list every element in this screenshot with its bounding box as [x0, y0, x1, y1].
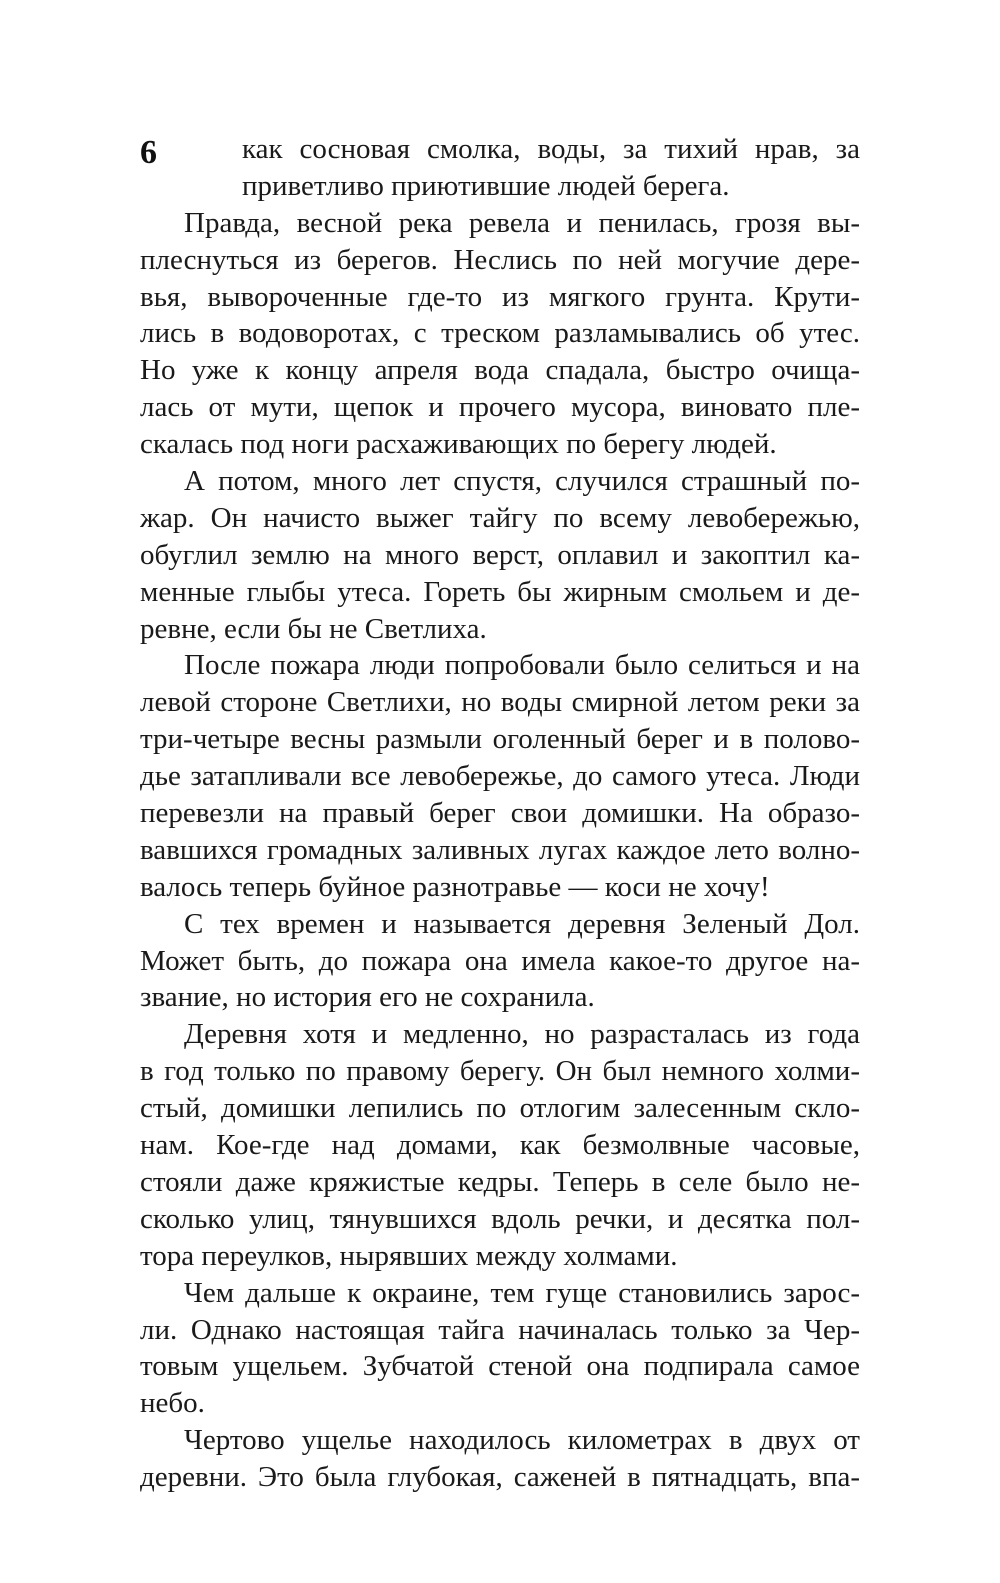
text-line: жар. Он начисто выжег тайгу по всему левобережью, — [140, 501, 860, 534]
text-line: вья, вывороченные где-то из мягкого грунта. Крути- — [140, 280, 860, 313]
text-line: ревне, если бы не Светлиха. — [140, 612, 487, 645]
text-line: небо. — [140, 1387, 205, 1420]
text-line: ли. Однако настоящая тайга начиналась только за Чер- — [140, 1313, 860, 1346]
text-line: Деревня хотя и медленно, но разрасталась из года — [184, 1018, 860, 1051]
body-text — [140, 131, 860, 1496]
text-line: дье затапливали все левобережье, до самого утеса. Люди — [140, 760, 860, 793]
text-line: После пожара люди попробовали было селиться и на — [184, 649, 860, 682]
text-line: валось теперь буйное разнотравье — коси не хочу! — [140, 870, 770, 903]
text-line: стояли даже кряжистые кедры. Теперь в селе было не- — [140, 1165, 860, 1198]
text-line: стый, домишки лепились по отлогим залесенным скло- — [140, 1092, 860, 1125]
text-line: Может быть, до пожара она имела какое-то другое на- — [140, 944, 860, 977]
page-number: 6 — [140, 134, 157, 171]
text-line: звание, но история его не сохранила. — [140, 981, 595, 1014]
text-line: плеснуться из берегов. Неслись по ней могучие дере- — [140, 243, 860, 276]
text-line: А потом, много лет спустя, случился страшный по- — [184, 465, 860, 498]
text-line: три-четыре весны размыли оголенный берег и в полово- — [140, 723, 860, 756]
text-line: левой стороне Светлихи, но воды смирной летом реки за — [140, 686, 860, 719]
text-line: как сосновая смолка, воды, за тихий нрав, за — [242, 133, 860, 165]
text-line: перевезли на правый берег свои домишки. На образо- — [140, 797, 860, 830]
text-line: деревни. Это была глубокая, саженей в пятнадцать, впа- — [140, 1461, 860, 1494]
text-line: нам. Кое-где над домами, как безмолвные часовые, — [140, 1129, 860, 1162]
text-line: менные глыбы утеса. Гореть бы жирным смольем и де- — [140, 575, 860, 608]
text-line: лась от мути, щепок и прочего мусора, виновато пле- — [140, 391, 860, 424]
text-line: товым ущельем. Зубчатой стеной она подпирала самое — [140, 1350, 860, 1383]
text-line: Но уже к концу апреля вода спадала, быстро очища- — [140, 354, 860, 387]
text-line: в год только по правому берегу. Он был немного холми- — [140, 1055, 860, 1088]
text-line: сколько улиц, тянувшихся вдоль речки, и десятка пол- — [140, 1202, 860, 1235]
text-line: скалась под ноги расхаживающих по берегу людей. — [140, 428, 777, 461]
text-line: лись в водоворотах, с треском разламывались об утес. — [140, 317, 860, 350]
text-line: Чем дальше к окраине, тем гуще становились зарос- — [184, 1276, 860, 1309]
text-line: Чертово ущелье находилось километрах в двух от — [184, 1424, 860, 1457]
text-line: С тех времен и называется деревня Зеленый Дол. — [184, 907, 860, 940]
text-line: обуглил землю на много верст, оплавил и закоптил ка- — [140, 538, 860, 571]
text-line: вавшихся громадных заливных лугах каждое лето волно- — [140, 833, 860, 866]
text-line: Правда, весной река ревела и пенилась, грозя вы- — [184, 206, 860, 239]
text-line: приветливо приютившие людей берега. — [242, 169, 730, 202]
text-line: тора переулков, нырявших между холмами. — [140, 1239, 678, 1272]
